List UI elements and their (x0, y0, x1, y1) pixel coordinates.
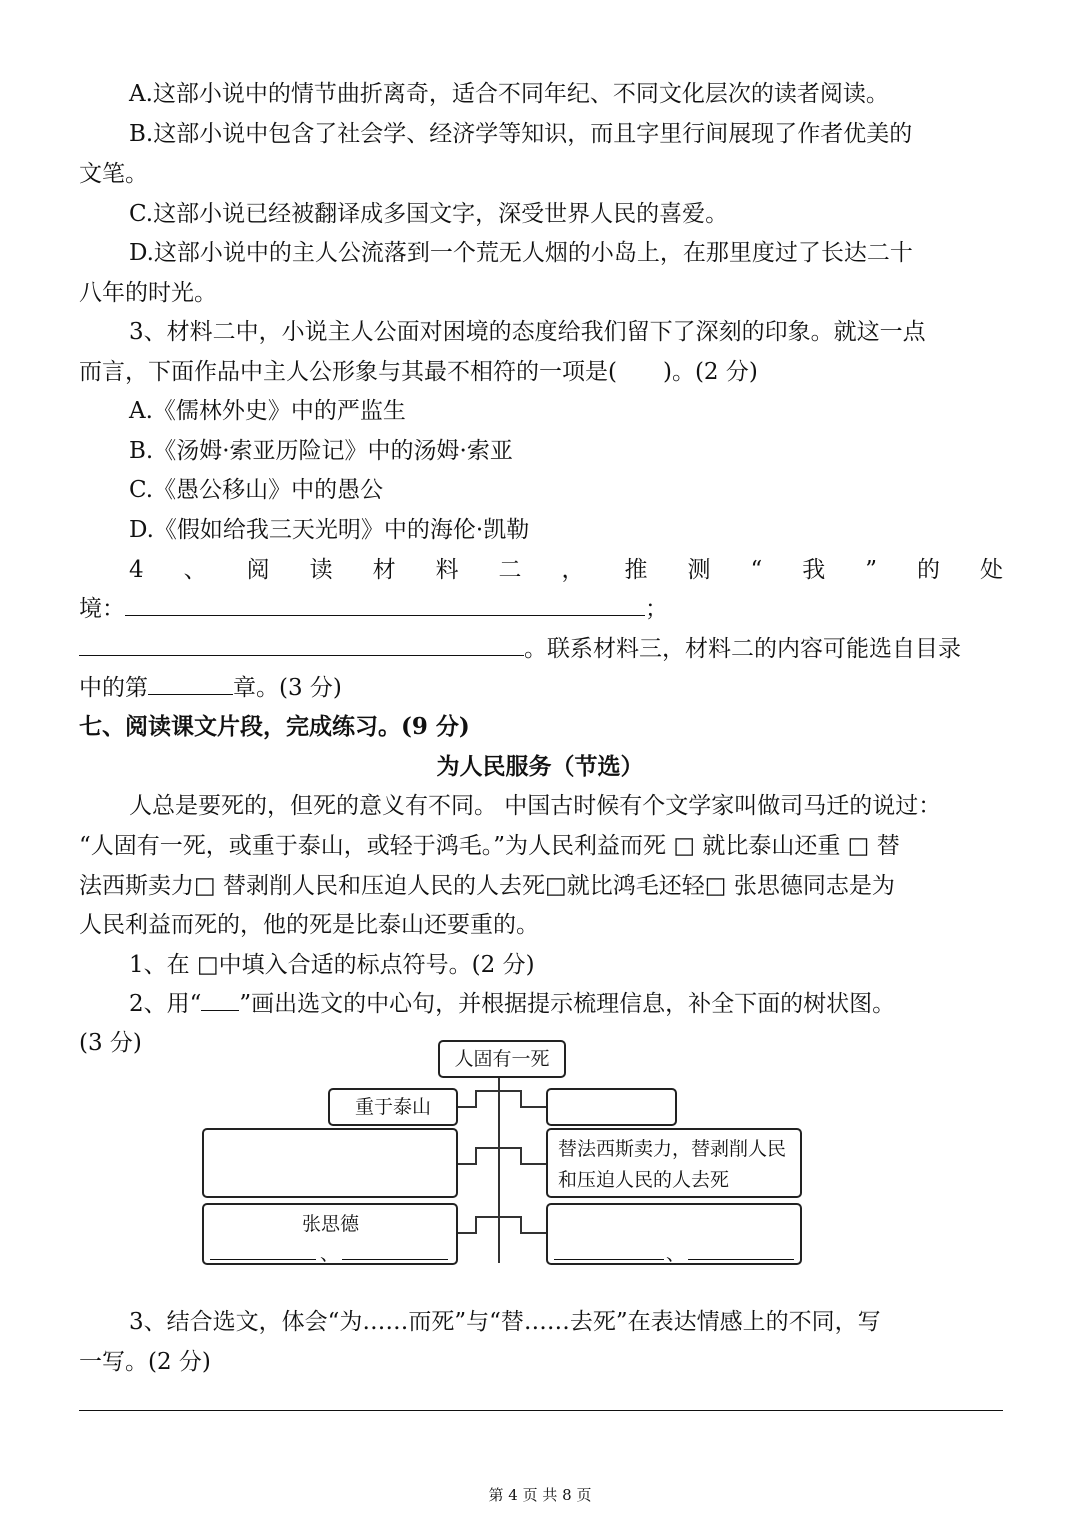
q3-option-a: A.《儒林外史》中的严监生 (129, 398, 406, 424)
tree-stub-2l (458, 1163, 477, 1165)
s7-q2-line1 (129, 984, 1003, 1024)
tree-branch-mid-left (475, 1147, 477, 1164)
tree-branch-bot (475, 1216, 522, 1218)
tree-branch-bot-left (475, 1216, 477, 1233)
s7-q2-text-b: ”画出选文的中心句，并根据提示梳理信息，补全下面的树状图。 (239, 991, 896, 1017)
q2-option-c: C.这部小说已经被翻译成多国文字，深受世界人民的喜爱。 (129, 201, 729, 227)
tree-right-bottom-box (546, 1203, 802, 1265)
q4-char: “ (750, 557, 763, 583)
q4-answer-blank-1[interactable] (125, 589, 645, 616)
q3-stem-line2: 而言，下面作品中主人公形象与其最不相符的一项是( )。(2 分) (79, 359, 758, 385)
q4-char: 阅 (246, 557, 270, 583)
tree-left-middle-blank-box[interactable] (202, 1128, 458, 1198)
q4-semicolon: ； (645, 596, 668, 622)
tree-right-middle-line2: 和压迫人民的人去死 (558, 1169, 730, 1191)
tree-right-middle-line1: 替法西斯卖力，替剥削人民 (558, 1138, 787, 1160)
q4-stem-line1 (129, 550, 1003, 590)
q2-option-a: A.这部小说中的情节曲折离奇，适合不同年纪、不同文化层次的读者阅读。 (129, 81, 889, 107)
tree-stub-1l (458, 1106, 477, 1108)
page-footer: 第 4 页 共 8 页 (488, 1486, 592, 1504)
tree-left-bottom-label: 张思德 (302, 1213, 360, 1235)
section7-heading: 七、阅读课文片段，完成练习。(9 分) (79, 713, 470, 740)
tree-right-bottom-blank-1[interactable] (554, 1241, 664, 1260)
q4-stem-line2 (79, 589, 1003, 629)
q3-option-d: D.《假如给我三天光明》中的海伦·凯勒 (129, 517, 530, 543)
q3-stem-line1: 3、材料二中，小说主人公面对困境的态度给我们留下了深刻的印象。就这一点 (129, 319, 926, 345)
answer-line[interactable] (79, 1410, 1003, 1411)
s7-q2-score: (3 分) (79, 1030, 142, 1056)
q4-stem-line4 (79, 668, 1003, 708)
q3-option-b: B.《汤姆·索亚历险记》中的汤姆·索亚 (129, 438, 513, 464)
tree-branch-mid-right (520, 1147, 522, 1164)
s7-q2-text-a: 2、用“ (129, 991, 202, 1017)
tree-right-top-blank-box[interactable] (546, 1088, 677, 1126)
q2-option-b-line1: B.这部小说中包含了社会学、经济学等知识，而且字里行间展现了作者优美的 (129, 121, 913, 147)
underline-sample (201, 984, 239, 1011)
q4-char: 的 (916, 557, 940, 583)
q4-char: ” (865, 557, 877, 583)
q2-option-d-line2: 八年的时光。 (79, 280, 217, 306)
tree-left-bottom-blank-2[interactable] (342, 1241, 448, 1260)
tree-left-bottom-box (202, 1203, 458, 1265)
tree-stub-3l (458, 1232, 477, 1234)
q4-char: 我 (802, 557, 826, 583)
tree-branch-top-left (475, 1090, 477, 1107)
q4-line3-text: 。联系材料三，材料二的内容可能选自目录 (524, 636, 961, 662)
tree-right-bottom-blank-2[interactable] (688, 1241, 794, 1260)
q4-char: 二 (498, 557, 522, 583)
tree-branch-bot-right (520, 1216, 522, 1233)
q4-char: 推 (624, 557, 648, 583)
tree-left-top-box: 重于泰山 (328, 1088, 458, 1126)
q4-char: 、 (183, 557, 207, 583)
tree-trunk (498, 1076, 500, 1263)
s7-q1: 1、在 □中填入合适的标点符号。(2 分) (129, 952, 535, 978)
tree-right-middle-box (546, 1128, 802, 1198)
q4-line4-prefix: 中的第 (79, 675, 148, 701)
passage-line2: “人固有一死，或重于泰山，或轻于鸿毛。”为人民利益而死 □ 就比泰山还重 □ 替 (79, 833, 900, 859)
q4-answer-blank-2[interactable] (79, 629, 524, 656)
tree-stub-3r (520, 1232, 546, 1234)
q4-char: 4 (129, 557, 144, 583)
q3-option-c: C.《愚公移山》中的愚公 (129, 477, 384, 503)
tree-root-box: 人固有一死 (438, 1040, 566, 1078)
tree-left-bottom-blank-1[interactable] (210, 1241, 316, 1260)
tree-left-bottom-sep: 、 (320, 1243, 340, 1265)
tree-branch-top (475, 1090, 522, 1092)
s7-q3-line1: 3、结合选文，体会“为……而死”与“替……去死”在表达情感上的不同，写 (129, 1309, 881, 1335)
passage-title: 为人民服务（节选） (436, 753, 644, 780)
q4-char: 测 (687, 557, 711, 583)
q4-chapter-blank[interactable] (148, 668, 233, 695)
tree-branch-top-right (520, 1090, 522, 1107)
q4-char: 材 (372, 557, 396, 583)
passage-line1: 人总是要死的，但死的意义有不同。 中国古时候有个文学家叫做司马迁的说过： (129, 793, 942, 819)
q4-line4-suffix: 章。(3 分) (233, 675, 342, 701)
tree-branch-mid (475, 1147, 522, 1149)
q4-char: ， (561, 557, 585, 583)
q4-char: 处 (979, 557, 1003, 583)
passage-line3: 法西斯卖力□ 替剥削人民和压迫人民的人去死□就比鸿毛还轻□ 张思德同志是为 (79, 873, 895, 899)
tree-stub-2r (520, 1163, 546, 1165)
tree-right-bottom-sep: 、 (666, 1243, 686, 1265)
tree-stub-1r (520, 1106, 546, 1108)
q4-char: 料 (435, 557, 459, 583)
q2-option-b-line2: 文笔。 (79, 161, 148, 187)
q2-option-d-line1: D.这部小说中的主人公流落到一个荒无人烟的小岛上，在那里度过了长达二十 (129, 240, 913, 266)
q4-char: 读 (309, 557, 333, 583)
q4-prefix: 境： (79, 596, 125, 622)
s7-q3-line2: 一写。(2 分) (79, 1349, 211, 1375)
passage-line4: 人民利益而死的，他的死是比泰山还要重的。 (79, 912, 539, 938)
q4-stem-line3 (79, 629, 1003, 669)
